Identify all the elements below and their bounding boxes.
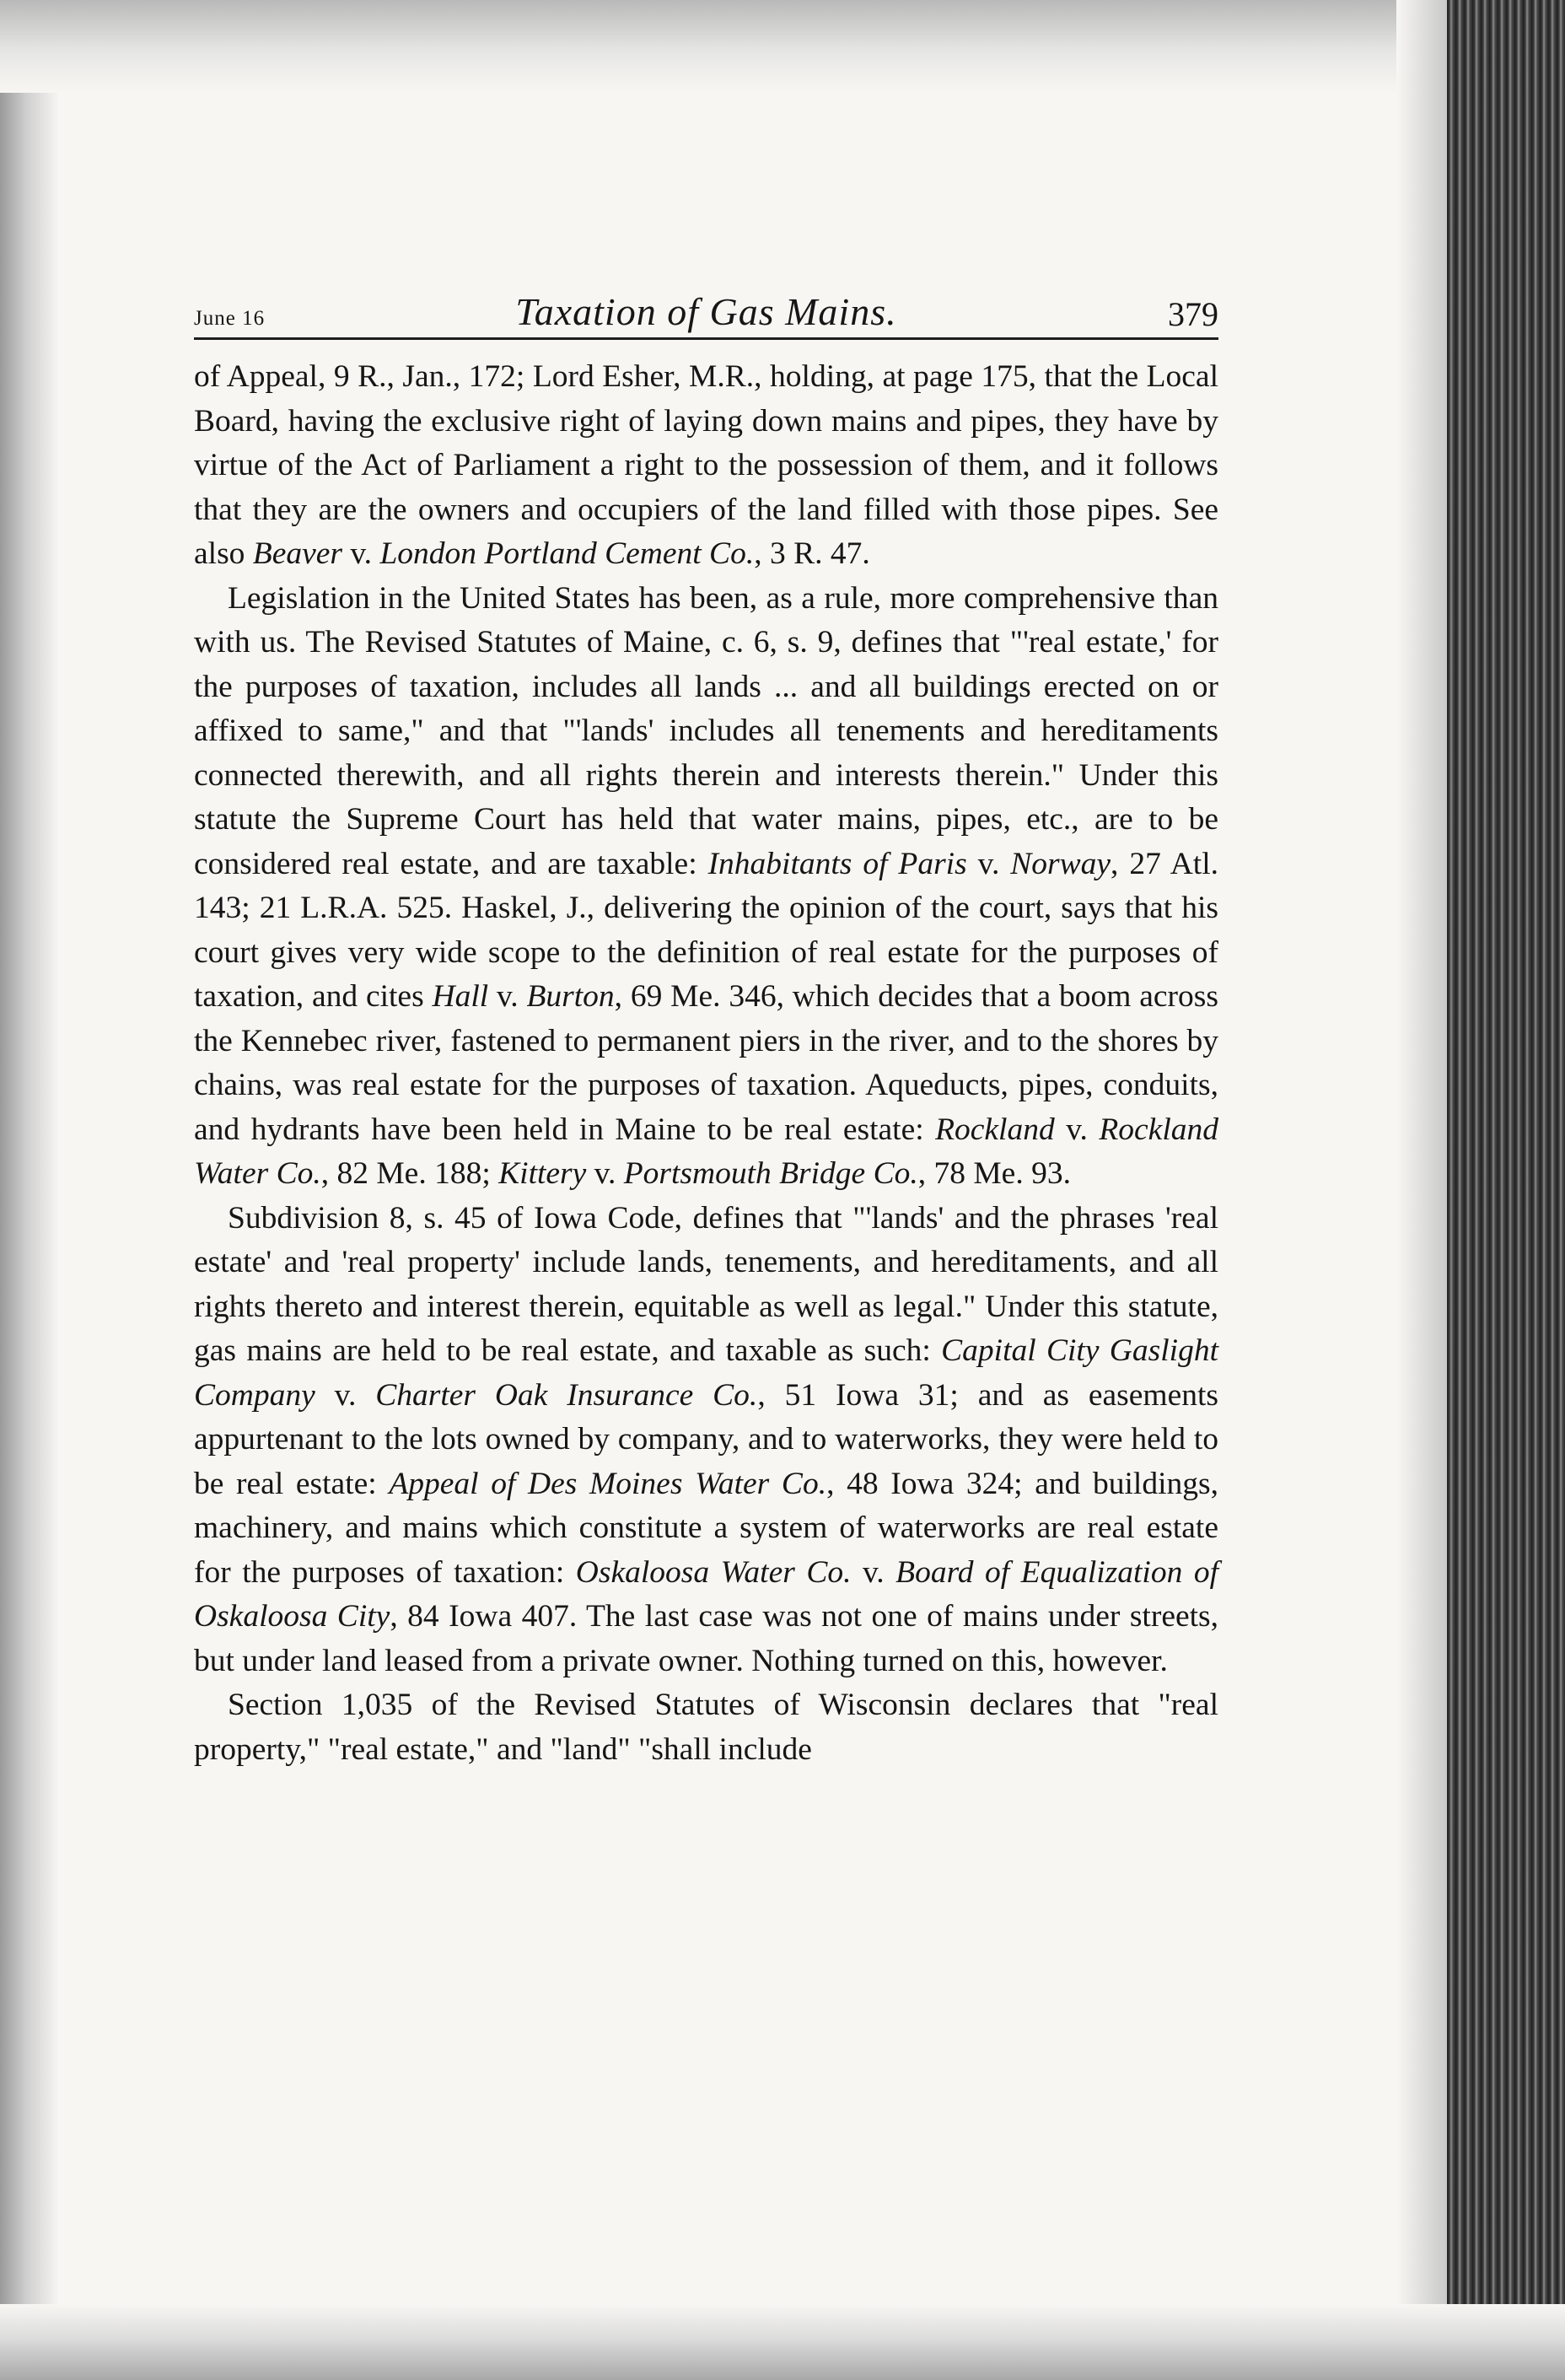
case-citation: Norway xyxy=(1010,846,1111,881)
text-run: Subdivision 8, s. 45 of Iowa Code, defines that "'lands' and the phrases 'real estate' and 'real property' include lands, tenements, and hereditaments, and all rights thereto and interest therein, equitable as well as legal." Under this statute, gas mains are held to be real estate, and taxable as such: xyxy=(194,1200,1218,1368)
case-citation: Burton xyxy=(526,979,615,1014)
running-head-title: Taxation of Gas Mains. xyxy=(515,290,897,333)
text-run: v. xyxy=(315,1377,376,1413)
scan-shadow-top xyxy=(0,0,1565,93)
text-run: , 48 Iowa 324; and buildings, machinery, and mains which constitute a system of waterworks are real estate for the purposes of taxation: xyxy=(194,1466,1218,1590)
text-run: v. xyxy=(1054,1112,1100,1147)
case-citation: London Portland Cement Co. xyxy=(379,536,755,571)
case-citation: Oskaloosa Water Co. xyxy=(575,1554,852,1590)
case-citation: Portsmouth Bridge Co. xyxy=(623,1156,918,1191)
case-citation: Inhabitants of Paris xyxy=(707,846,967,881)
scan-shadow-left xyxy=(0,0,59,2380)
page-number: 379 xyxy=(1168,295,1218,333)
case-citation: Capital City Gaslight Company xyxy=(194,1333,1218,1413)
case-citation: Hall xyxy=(432,979,489,1014)
scan-shadow-bottom xyxy=(0,2304,1565,2380)
case-citation: Board of Equalization of Oskaloosa City xyxy=(194,1554,1219,1634)
paragraph xyxy=(194,355,1218,577)
scan-shadow-right-fade xyxy=(1396,0,1447,2380)
paragraph xyxy=(194,1197,1218,1684)
case-citation: Charter Oak Insurance Co. xyxy=(375,1377,758,1413)
paragraph xyxy=(194,1683,1218,1772)
paragraph xyxy=(194,577,1218,1197)
text-run: , 69 Me. 346, which decides that a boom across the Kennebec river, fastened to permanent piers in the river, and to the shores by chains, was real estate for the purposes of taxation. Aqueducts, pipes, conduits, and hydrants have been held in Maine to be real estate: xyxy=(194,979,1218,1147)
text-run: v. xyxy=(342,536,380,571)
text-run: , 3 R. 47. xyxy=(754,536,870,571)
book-page xyxy=(194,278,1218,1772)
running-head-date: June 16 xyxy=(194,307,266,330)
case-citation: Appeal of Des Moines Water Co. xyxy=(389,1466,827,1501)
text-run: , 78 Me. 93. xyxy=(917,1156,1071,1191)
text-run: v. xyxy=(488,979,527,1014)
case-citation: Rockland Water Co. xyxy=(194,1112,1218,1191)
body-text xyxy=(194,355,1218,1772)
text-run: , 51 Iowa 31; and as easements appurtenant to the lots owned by company, and to waterworks, they were held to be real estate: xyxy=(194,1377,1218,1501)
text-run: v. xyxy=(851,1554,896,1590)
case-citation: Rockland xyxy=(935,1112,1055,1147)
text-run: , 82 Me. 188; xyxy=(320,1156,499,1191)
case-citation: Kittery xyxy=(498,1156,587,1191)
text-run: v. xyxy=(966,846,1011,881)
text-run: Legislation in the United States has been, as a rule, more comprehensive than with us. The Revised Statutes of Maine, c. 6, s. 9, defines that "'real estate,' for the purposes of taxation, includes all lands ... and all buildings erected on or affixed to same," and that "'lands' includes all tenements and hereditaments connected therewith, and all rights therein and interests therein." Under this statute the Supreme Court has held that water mains, pipes, etc., are to be considered real estate, and are taxable: xyxy=(194,580,1218,881)
text-run: v. xyxy=(586,1156,624,1191)
running-head xyxy=(194,278,1218,340)
case-citation: Beaver xyxy=(252,536,342,571)
book-spine-edge xyxy=(1447,0,1565,2380)
text-run: , 27 Atl. 143; 21 L.R.A. 525. Haskel, J., delivering the opinion of the court, says that his court gives very wide scope to the definition of real estate for the purposes of taxation, and cites xyxy=(194,846,1218,1014)
text-run: Section 1,035 of the Revised Statutes of Wisconsin declares that "real property," "real estate," and "land" "shall include xyxy=(194,1688,1218,1767)
text-run: , 84 Iowa 407. The last case was not one of mains under streets, but under land leased from a private owner. Nothing turned on this, however. xyxy=(194,1599,1218,1678)
text-run: of Appeal, 9 R., Jan., 172; Lord Esher, M.R., holding, at page 175, that the Local Board, having the exclusive right of laying down mains and pipes, they have by virtue of the Act of Parliament a right to the possession of them, and it follows that they are the owners and occupiers of the land filled with those pipes. See also xyxy=(194,359,1218,571)
